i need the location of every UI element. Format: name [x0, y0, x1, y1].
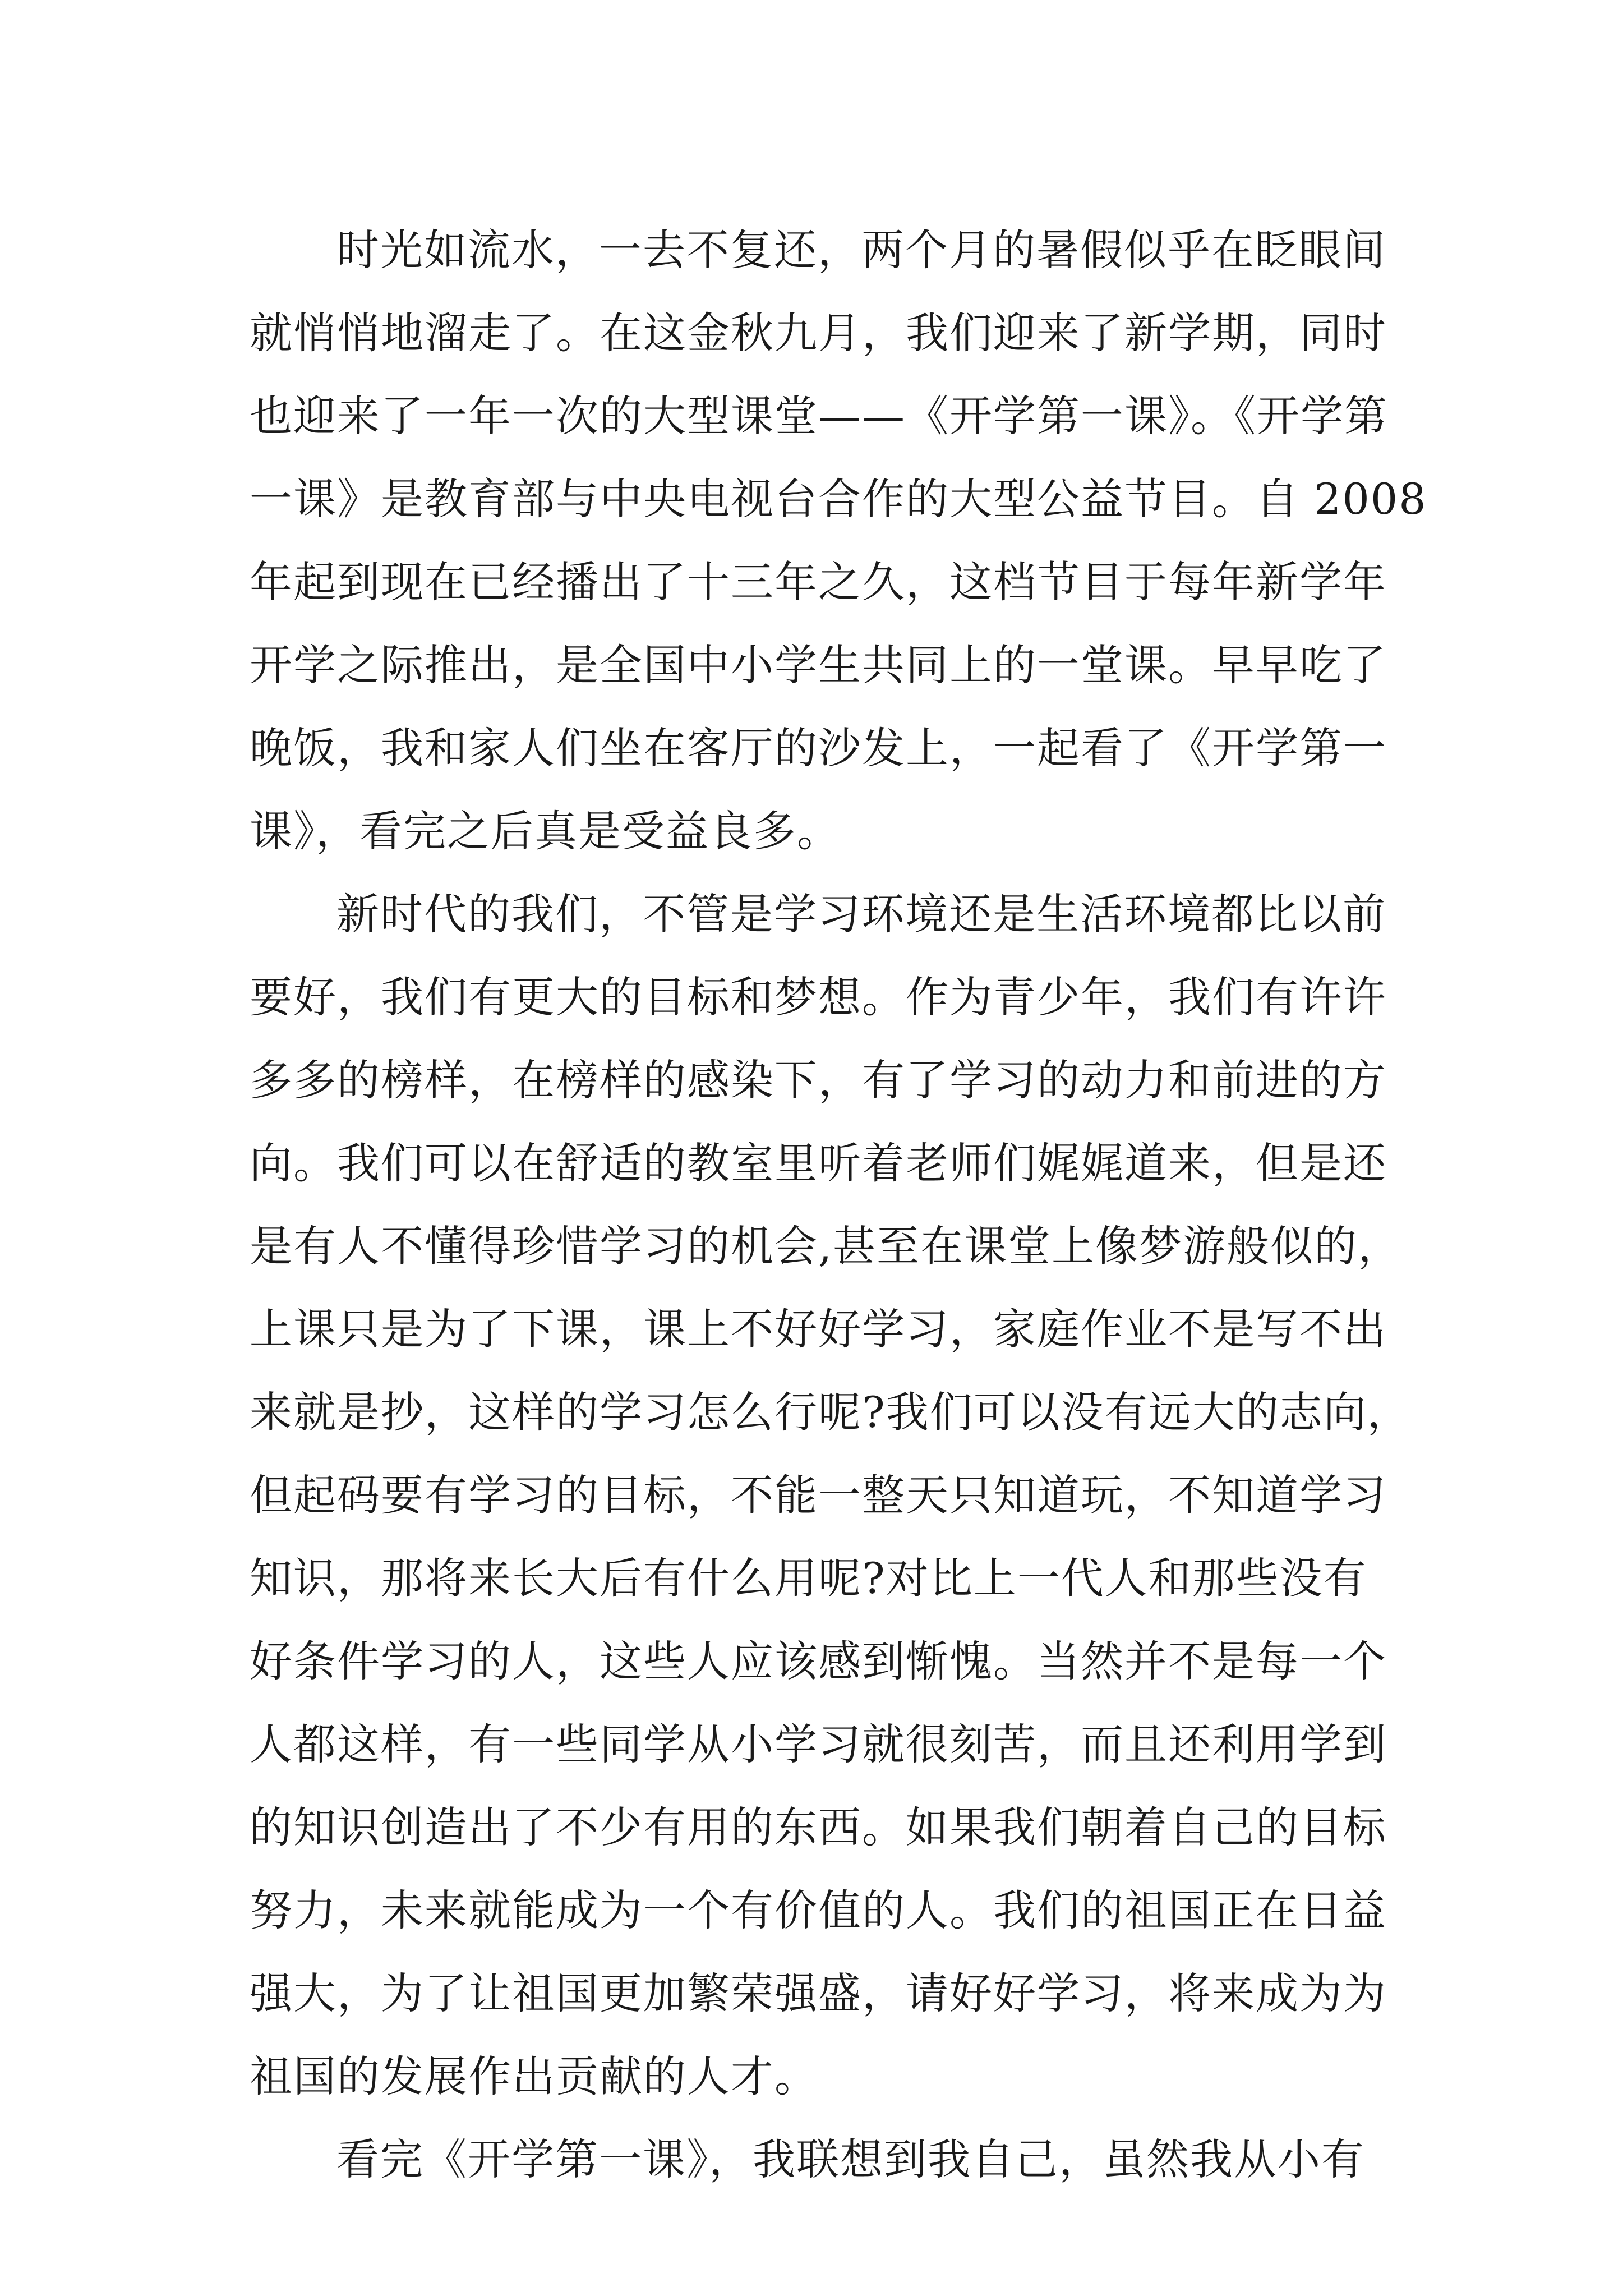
text-line: 晚饭，我和家人们坐在客厅的沙发上，一起看了《开学第一	[250, 723, 1387, 773]
text-line: 年起到现在已经播出了十三年之久，这档节目于每年新学年	[250, 557, 1387, 607]
text-line: 祖国的发展作出贡献的人才。	[250, 2051, 818, 2101]
text-line: 向。我们可以在舒适的教室里听着老师们娓娓道来，但是还	[250, 1138, 1387, 1188]
text-line: 开学之际推出，是全国中小学生共同上的一堂课。早早吃了	[250, 640, 1387, 690]
text-line: 一课》是教育部与中央电视台合作的大型公益节目。自 2008	[250, 474, 1427, 524]
document-body	[250, 209, 1427, 2201]
text-line: 是有人不懂得珍惜学习的机会,甚至在课堂上像梦游般似的，	[250, 1221, 1402, 1271]
text-line: 但起码要有学习的目标，不能一整天只知道玩，不知道学习	[250, 1470, 1387, 1520]
text-line: 好条件学习的人，这些人应该感到惭愧。当然并不是每一个	[250, 1636, 1387, 1686]
text-line: 知识，那将来长大后有什么用呢?对比上一代人和那些没有	[250, 1553, 1367, 1603]
text-line: 人都这样，有一些同学从小学习就很刻苦，而且还利用学到	[250, 1719, 1387, 1769]
text-line: 课》，看完之后真是受益良多。	[250, 806, 841, 856]
text-line: 就悄悄地溜走了。在这金秋九月，我们迎来了新学期，同时	[250, 308, 1387, 358]
text-line: 上课只是为了下课，课上不好好学习，家庭作业不是写不出	[250, 1304, 1387, 1354]
text-line: 努力，未来就能成为一个有价值的人。我们的祖国正在日益	[250, 1885, 1387, 1935]
text-line: 强大，为了让祖国更加繁荣强盛，请好好学习，将来成为为	[250, 1968, 1387, 2018]
text-line: 时光如流水，一去不复还，两个月的暑假似乎在眨眼间	[336, 225, 1386, 275]
text-line: 新时代的我们，不管是学习环境还是生活环境都比以前	[336, 889, 1386, 939]
paragraph-2	[250, 873, 1411, 2118]
text-line: 要好，我们有更大的目标和梦想。作为青少年，我们有许许	[250, 972, 1387, 1022]
paragraph-3	[250, 2118, 1382, 2201]
text-line: 看完《开学第一课》，我联想到我自己，虽然我从小有	[336, 2134, 1365, 2184]
paragraph-1	[250, 209, 1427, 873]
text-line: 也迎来了一年一次的大型课堂——《开学第一课》。《开学第	[250, 391, 1388, 441]
text-line: 多多的榜样，在榜样的感染下，有了学习的动力和前进的方	[250, 1055, 1387, 1105]
text-line: 的知识创造出了不少有用的东西。如果我们朝着自己的目标	[250, 1802, 1387, 1852]
text-line: 来就是抄，这样的学习怎么行呢?我们可以没有远大的志向，	[250, 1387, 1411, 1437]
